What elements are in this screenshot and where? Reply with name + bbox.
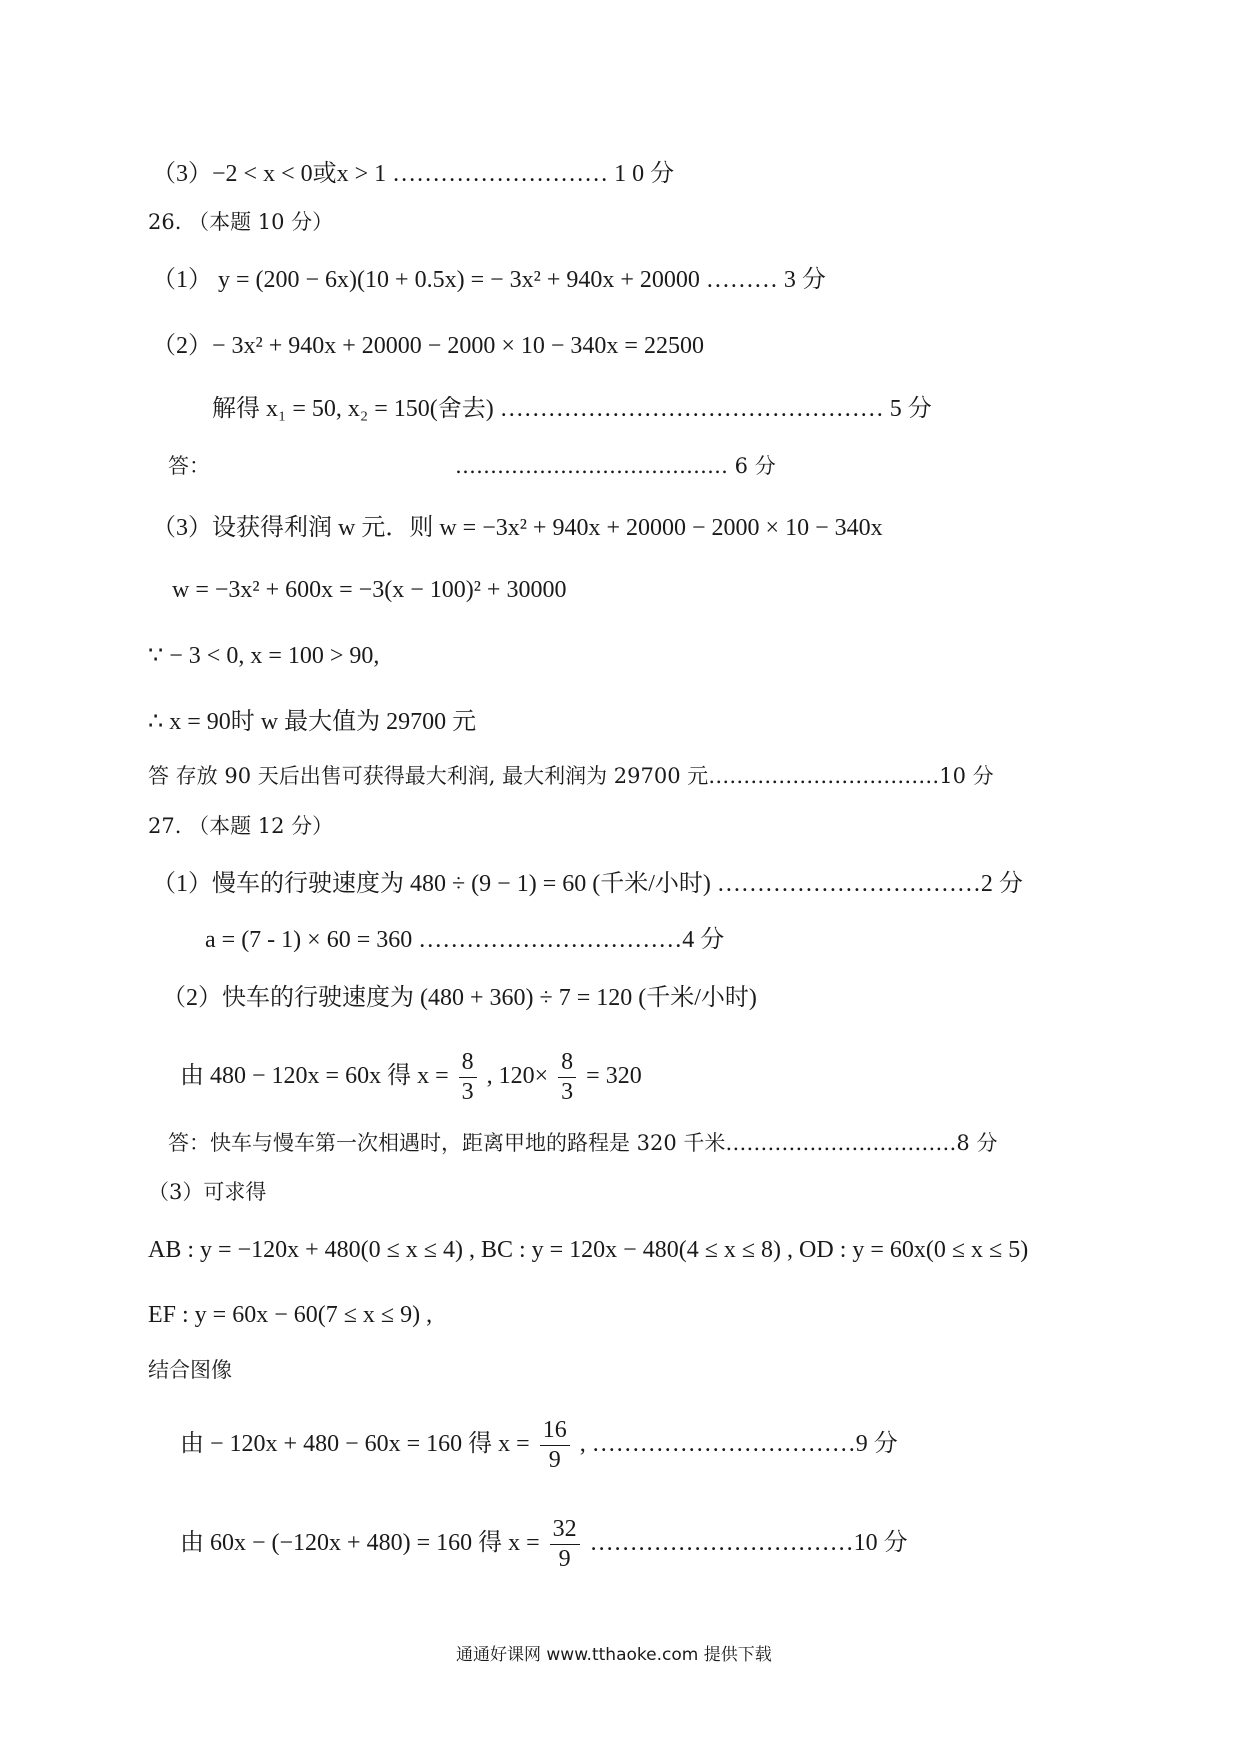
q26-part3-because: ∵ − 3 < 0, x = 100 > 90,	[148, 643, 380, 669]
q27-part3-case2	[180, 1517, 908, 1572]
q27-part2-answer: 答：快车与慢车第一次相遇时，距离甲地的路程是 320 千米……………………………8 分	[168, 1131, 998, 1155]
q26-final-answer: 答 存放 90 天后出售可获得最大利润, 最大利润为 29700 元……………………………10 分	[148, 764, 994, 788]
q27-part3-case1	[180, 1418, 898, 1473]
q27-part2-solve-pre: 由 480 − 120x = 60x 得 x =	[180, 1063, 449, 1090]
q26-part2-solution: 解得 x₁ = 50, x₂ = 150(舍去) ………………………………………… 5 分	[212, 396, 932, 422]
q26-header: 26. （本题 10 分）	[148, 210, 334, 234]
fraction-denominator: 9	[558, 1546, 571, 1573]
q27-case2-post: ……………………………10 分	[589, 1530, 908, 1557]
fraction-denominator: 3	[461, 1079, 474, 1106]
fraction-numerator: 8	[459, 1050, 477, 1078]
q26-part3-setup: （3）设获得利润 w 元．则 w = −3x² + 940x + 20000 − 2000 × 10 − 340x	[152, 515, 883, 541]
fraction-denominator: 9	[548, 1447, 561, 1474]
q26-part3-simplified: w = −3x² + 600x = −3(x − 100)² + 30000	[172, 577, 567, 603]
q26-part2-equation: （2）− 3x² + 940x + 20000 − 2000 × 10 − 340x = 22500	[152, 333, 704, 359]
q27-header: 27. （本题 12 分）	[148, 814, 334, 838]
q26-part3-therefore: ∴ x = 90时 w 最大值为 29700 元	[148, 709, 477, 735]
q27-part3-combine: 结合图像	[148, 1358, 232, 1382]
q27-case1-pre: 由 − 120x + 480 − 60x = 160 得 x =	[180, 1431, 530, 1458]
q26-part2-answer-score: ………………………………… 6 分	[455, 454, 776, 478]
q27-part2-speed: （2）快车的行驶速度为 (480 + 360) ÷ 7 = 120 (千米/小时)	[162, 985, 757, 1011]
q27-part1-a: a = (7 - 1) × 60 = 360 ……………………………4 分	[205, 927, 725, 953]
page-footer: 通通好课网 www.tthaoke.com 提供下载	[456, 1645, 772, 1665]
q27-part2-solve-post: = 320	[586, 1063, 642, 1090]
fraction-numerator: 16	[540, 1418, 570, 1446]
q27-part2-solve-mid: , 120×	[486, 1063, 549, 1090]
fraction-denominator: 3	[561, 1079, 574, 1106]
q27-part3-intro: （3）可求得	[148, 1180, 267, 1204]
fraction-8-3-b	[558, 1050, 576, 1105]
q27-case1-post: , ……………………………9 分	[579, 1431, 898, 1458]
q27-part1-speed: （1）慢车的行驶速度为 480 ÷ (9 − 1) = 60 (千米/小时) ……………………………2 分	[152, 871, 1023, 897]
fraction-numerator: 8	[558, 1050, 576, 1078]
q27-part3-segments-2: EF : y = 60x − 60(7 ≤ x ≤ 9) ,	[148, 1302, 433, 1328]
q25-part3-line: （3）−2 < x < 0或x > 1 ……………………… 1 0 分	[152, 161, 675, 187]
fraction-16-9	[540, 1418, 570, 1473]
q26-part2-answer: 答：	[168, 454, 210, 478]
q27-part3-segments-1: AB : y = −120x + 480(0 ≤ x ≤ 4) , BC : y = 120x − 480(4 ≤ x ≤ 8) , OD : y = 60x(0 ≤ x ≤ 5)	[148, 1237, 1029, 1263]
fraction-numerator: 32	[550, 1517, 580, 1545]
fraction-32-9	[550, 1517, 580, 1572]
q27-part2-solve	[180, 1050, 642, 1105]
fraction-8-3	[459, 1050, 477, 1105]
q27-case2-pre: 由 60x − (−120x + 480) = 160 得 x =	[180, 1530, 540, 1557]
q26-part1: （1） y = (200 − 6x)(10 + 0.5x) = − 3x² + 940x + 20000 ……… 3 分	[152, 267, 826, 293]
